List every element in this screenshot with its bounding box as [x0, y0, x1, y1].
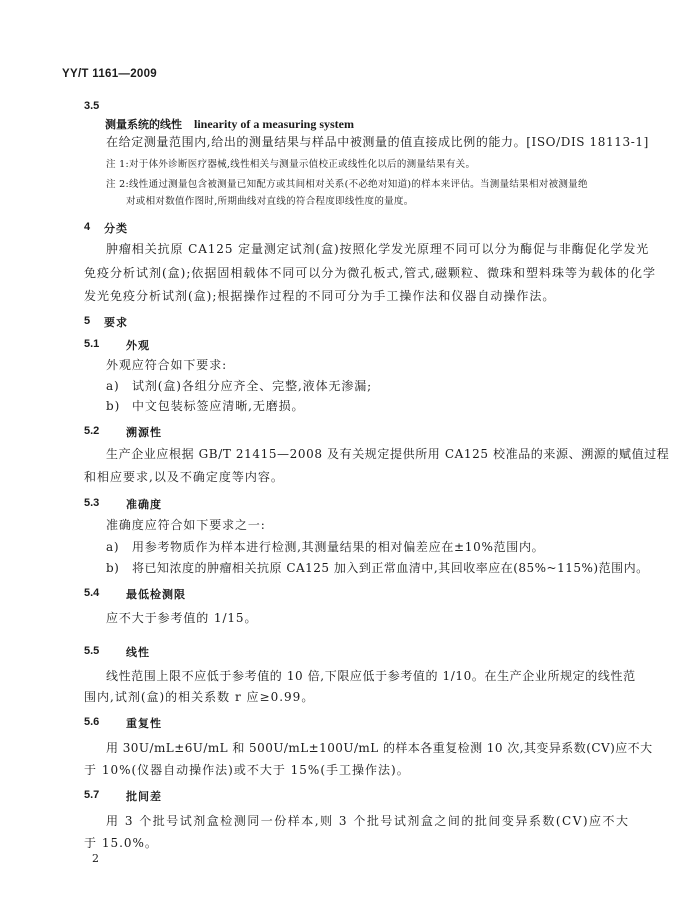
term-definition: 在给定测量范围内,给出的测量结果与样品中被测量的值直接成比例的能力。[ISO/DIS 18113-1] [106, 135, 649, 149]
list-item [106, 397, 304, 414]
section-5-4-text: 应不大于参考值的 1/15。 [106, 611, 258, 625]
note-2-line-2: 对或相对数值作图时,所期曲线对直线的符合程度即线性度的量度。 [126, 196, 414, 207]
list-item [106, 377, 372, 394]
section-5-6-number: 5.6 [84, 716, 100, 728]
section-5-6-line-2: 于 10%(仪器自动操作法)或不大于 15%(手工操作法)。 [84, 763, 410, 777]
section-4-line-2: 免疫分析试剂(盒);依据固相载体不同可以分为微孔板式,管式,磁颗粒、微珠和塑料珠等为载体的化学 [84, 266, 657, 280]
term-en: linearity of a measuring system [194, 117, 354, 131]
section-4-number: 4 [84, 221, 91, 233]
section-5-5-number: 5.5 [84, 645, 100, 657]
list-item [106, 559, 649, 576]
section-5-title: 要求 [104, 316, 128, 329]
list-text: 中文包装标签应清晰,无磨损。 [132, 399, 305, 413]
list-text: 试剂(盒)各组分应齐全、完整,液体无渗漏; [132, 379, 373, 393]
section-5-3-intro: 准确度应符合如下要求之一: [106, 518, 266, 532]
list-text: 将已知浓度的肿瘤相关抗原 CA125 加入到正常血清中,其回收率应在(85%~115%)范围内。 [132, 561, 649, 575]
note-2-line-1: 注 2:线性通过测量包含被测量已知配方或其间相对关系(不必绝对知道)的样本来评估。当测量结果相对被测量绝 [106, 179, 588, 190]
section-5-2-line-2: 和相应要求,以及不确定度等内容。 [84, 470, 284, 484]
section-5-5-title: 线性 [126, 646, 150, 659]
list-text: 用参考物质作为样本进行检测,其测量结果的相对偏差应在±10%范围内。 [132, 540, 545, 554]
list-marker: b) [106, 399, 121, 413]
section-5-number: 5 [84, 315, 91, 327]
list-item [106, 538, 544, 555]
section-5-1-intro: 外观应符合如下要求: [106, 358, 228, 372]
section-5-1-number: 5.1 [84, 338, 100, 350]
section-5-4-title: 最低检测限 [126, 588, 186, 601]
section-5-1-title: 外观 [126, 339, 150, 352]
standard-number: YY/T 1161—2009 [62, 68, 157, 80]
section-5-3-title: 准确度 [126, 498, 162, 511]
list-marker: a) [106, 379, 120, 393]
section-5-2-number: 5.2 [84, 425, 100, 437]
section-5-5-line-1: 线性范围上限不应低于参考值的 10 倍,下限应低于参考值的 1/10。在生产企业所规定的线性范 [106, 669, 636, 683]
section-5-7-line-1: 用 3 个批号试剂盒检测同一份样本,则 3 个批号试剂盒之间的批间变异系数(CV)应不大 [106, 814, 630, 828]
section-5-7-line-2: 于 15.0%。 [84, 836, 158, 850]
section-5-6-title: 重复性 [126, 717, 162, 730]
section-5-6-line-1: 用 30U/mL±6U/mL 和 500U/mL±100U/mL 的样本各重复检测 10 次,其变异系数(CV)应不大 [106, 741, 653, 755]
term-zh: 测量系统的线性 [105, 118, 182, 131]
section-5-7-title: 批间差 [126, 790, 162, 803]
section-5-2-line-1: 生产企业应根据 GB/T 21415—2008 及有关规定提供所用 CA125 校准品的来源、溯源的赋值过程 [106, 447, 670, 461]
note-1: 注 1:对于体外诊断医疗器械,线性相关与测量示值校正或线性化以后的测量结果有关。 [106, 159, 476, 170]
section-3-5-number: 3.5 [84, 100, 100, 112]
section-5-5-line-2: 围内,试剂(盒)的相关系数 r 应≥0.99。 [84, 690, 315, 704]
section-4-line-3: 发光免疫分析试剂(盒);根据操作过程的不同可分为手工操作法和仪器自动操作法。 [84, 289, 556, 303]
term-heading [105, 116, 354, 132]
section-5-7-number: 5.7 [84, 789, 100, 801]
section-5-4-number: 5.4 [84, 587, 100, 599]
section-5-3-number: 5.3 [84, 497, 100, 509]
section-5-2-title: 溯源性 [126, 426, 162, 439]
list-marker: a) [106, 540, 120, 554]
section-4-title: 分类 [104, 222, 128, 235]
page-number: 2 [92, 852, 99, 865]
list-marker: b) [106, 561, 120, 575]
section-4-line-1: 肿瘤相关抗原 CA125 定量测定试剂(盒)按照化学发光原理不同可以分为酶促与非酶促化学发光 [106, 242, 650, 256]
